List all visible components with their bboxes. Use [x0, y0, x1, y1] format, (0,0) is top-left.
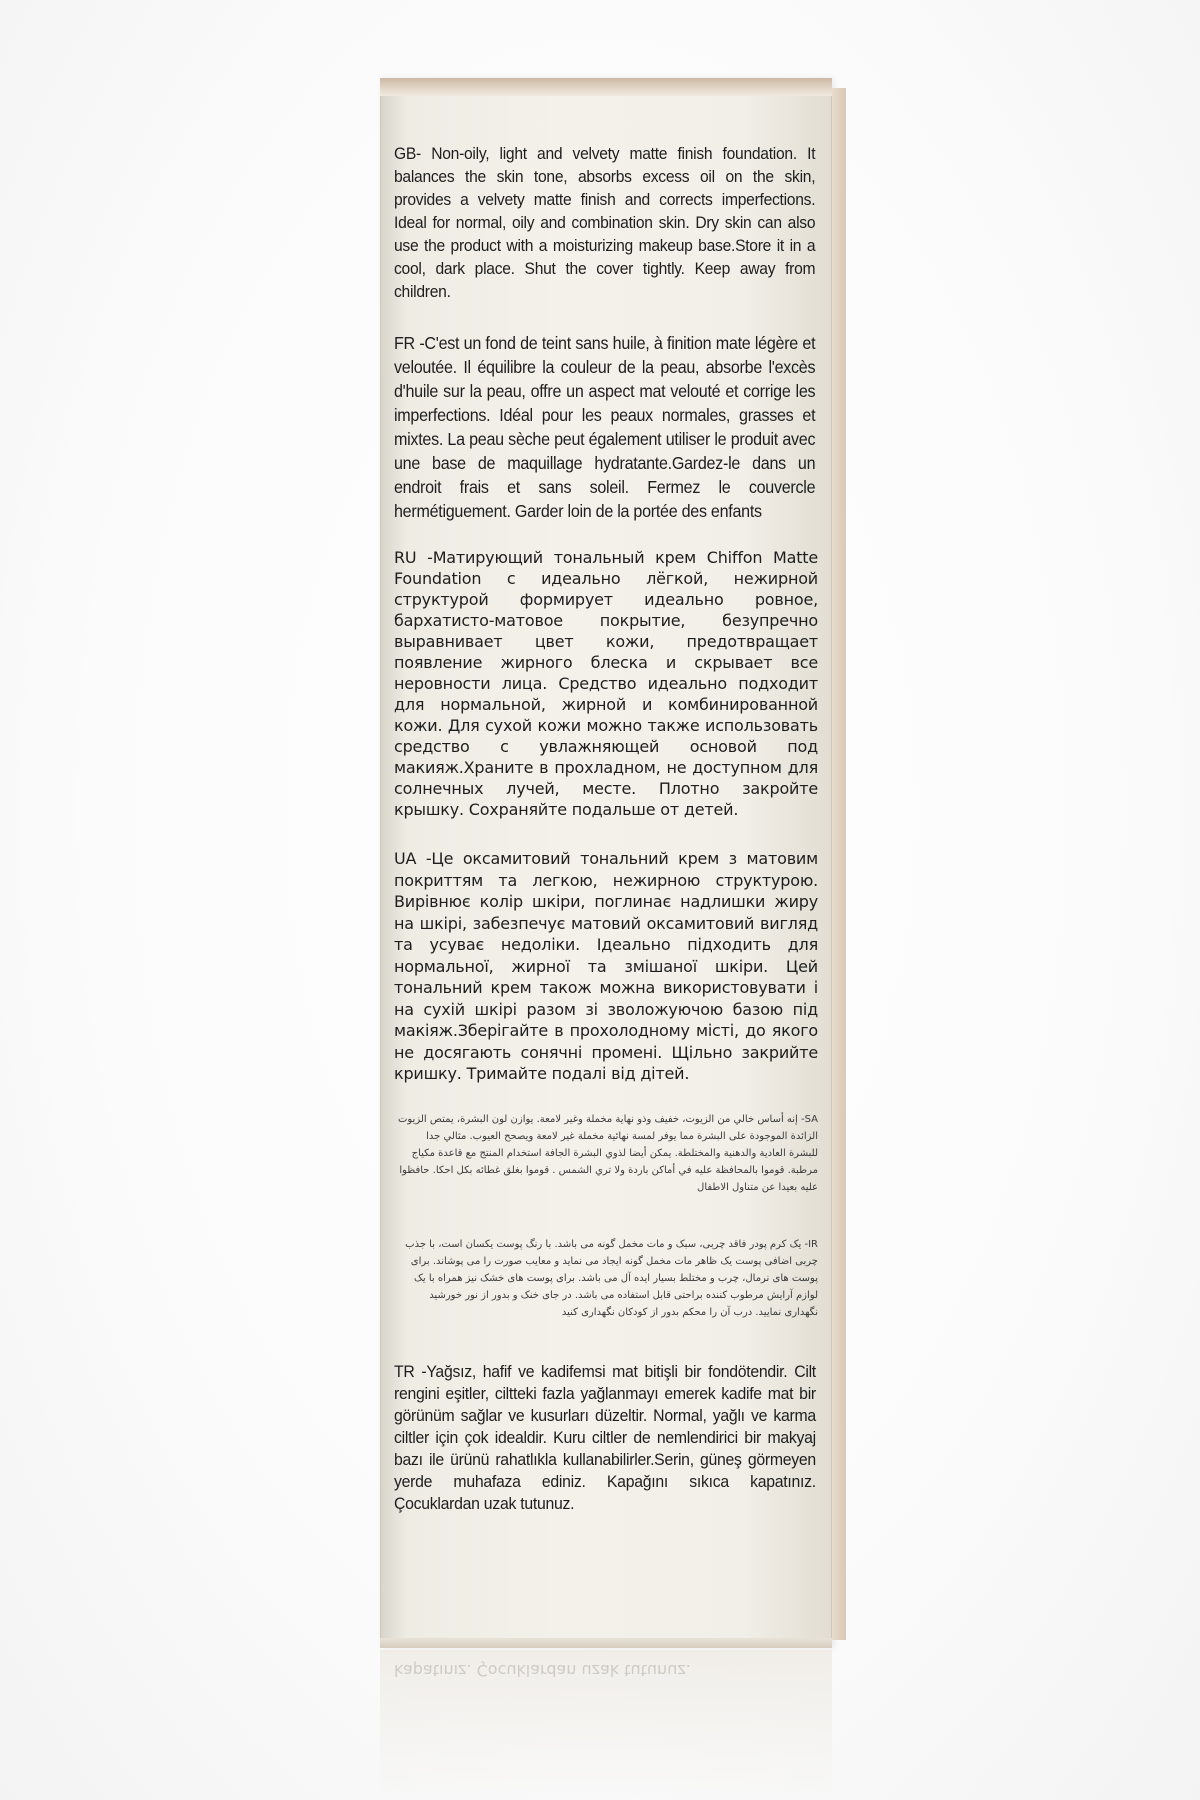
ingredient-text-column: [394, 142, 818, 1515]
box-bottom-edge: [380, 1638, 832, 1648]
box-top-edge: [380, 78, 832, 96]
reflection-text: kapatınız. Çocuklardan uzak tutunuz.: [394, 1661, 691, 1680]
box-right-edge: [832, 88, 846, 1640]
persian-description: IR- یک کرم پودر فاقد چربی، سبک و مات مخمل گونه می باشد. با رنگ پوست یکسان است، با جذب چربی اضافی پوست یک ظاهر مات مخمل گونه ایجاد می نماید و معایب صورت را می پوشاند. برای پوست های نرمال، چرب و مختلط بسیار ایده آل می باشد. برای پوست های خشک نیز همراه با یک لوازم آرایش مرطوب کننده براحتی قابل استفاده می باشد. در جای خنک و بدور از نور خورشید نگهداری نمایید. درب آن را محکم بدور از کودکان نگهداری کنید: [405, 1238, 818, 1318]
russian-description: RU -Матирующий тональный крем Chiffon Matte Foundation с идеально лёгкой, нежирной структурой формирует идеально ровное, бархатисто-матовое покрытие, безупречно выравнивает цвет кожи, предотвращает появление жирного блеска и скрывает все неровности лица. Средство идеально подходит для нормальной, жирной и комбинированной кожи. Для сухой кожи можно также использовать средство с увлажняющей основой под макияж.Храните в прохладном, не доступном для солнечных лучей, месте. Плотно закройте крышку. Сохраняйте подальше от детей.: [394, 548, 818, 819]
arabic-description: SA- إنه أساس خالي من الزيوت، خفيف وذو نهاية مخملة وغير لامعة. يوازن لون البشرة، يمتص الزيوت الزائدة الموجودة على البشرة مما يوفر لمسة نهائية مخملة غير لامعة ويصحح العيوب. مثالي جدا للبشرة العادية والدهنية والمختلطة. يمكن أيضا لذوي البشرة الجافة استخدام المنتج مع قاعدة مكياج مرطبة. قوموا بالمحافظة عليه في أماكن باردة ولا تري الشمس . قوموا بغلق غطائه بكل احكا. حافظوا عليه بعيدا عن متناول الاطفال: [397, 1113, 818, 1193]
french-description: FR -C'est un fond de teint sans huile, à finition mate légère et veloutée. Il équilibre la couleur de la peau, absorbe l'excès d'huile sur la peau, offre un aspect mat velouté et corrige les imperfections. Idéal pour les peaux normales, grasses et mixtes. La peau sèche peut également utiliser le produit avec une base de maquillage hydratante.Gardez-le dans un endroit frais et sans soleil. Fermez le couvercle hermétiguement. Garder loin de la portée des enfants: [394, 333, 816, 521]
ukrainian-description: UA -Це оксамитовий тональний крем з матовим покриттям та легкою, нежирною структурою. Вирівнює колір шкіри, поглинає надлишки жиру на шкірі, забезпечує матовий оксамитовий вигляд та усуває недоліки. Ідеально підходить для нормальної, жирної та змішаної шкіри. Цей тональний крем також можна використовувати і на сухій шкірі разом зі зволожуючою базою під макіяж.Зберігайте в прохолодному місті, до якого не досягають сонячні промені. Щільно закрийте кришку. Тримайте подалі від дітей.: [394, 849, 818, 1083]
english-description: GB- Non-oily, light and velvety matte finish foundation. It balances the skin tone, absorbs excess oil on the skin, provides a velvety matte finish and corrects imperfections. Ideal for normal, oily and combination skin. Dry skin can also use the product with a moisturizing makeup base.Store it in a cool, dark place. Shut the cover tightly. Keep away from children.: [394, 144, 816, 301]
turkish-description: TR -Yağsız, hafif ve kadifemsi mat bitişli bir fondötendir. Cilt rengini eşitler, ciltteki fazla yağlanmayı emerek kadife mat bir görünüm sağlar ve kusurları düzeltir. Normal, yağlı ve karma ciltler için çok idealdir. Kuru ciltler de nemlendirici bir makyaj bazı ile ürünü rahatlıkla kullanabilirler.Serin, güneş görmeyen yerde muhafaza ediniz. Kapağını sıkıca kapatınız. Çocuklardan uzak tutunuz.: [394, 1361, 816, 1513]
product-box-side-panel: [380, 78, 832, 1648]
box-reflection: [380, 1650, 832, 1800]
